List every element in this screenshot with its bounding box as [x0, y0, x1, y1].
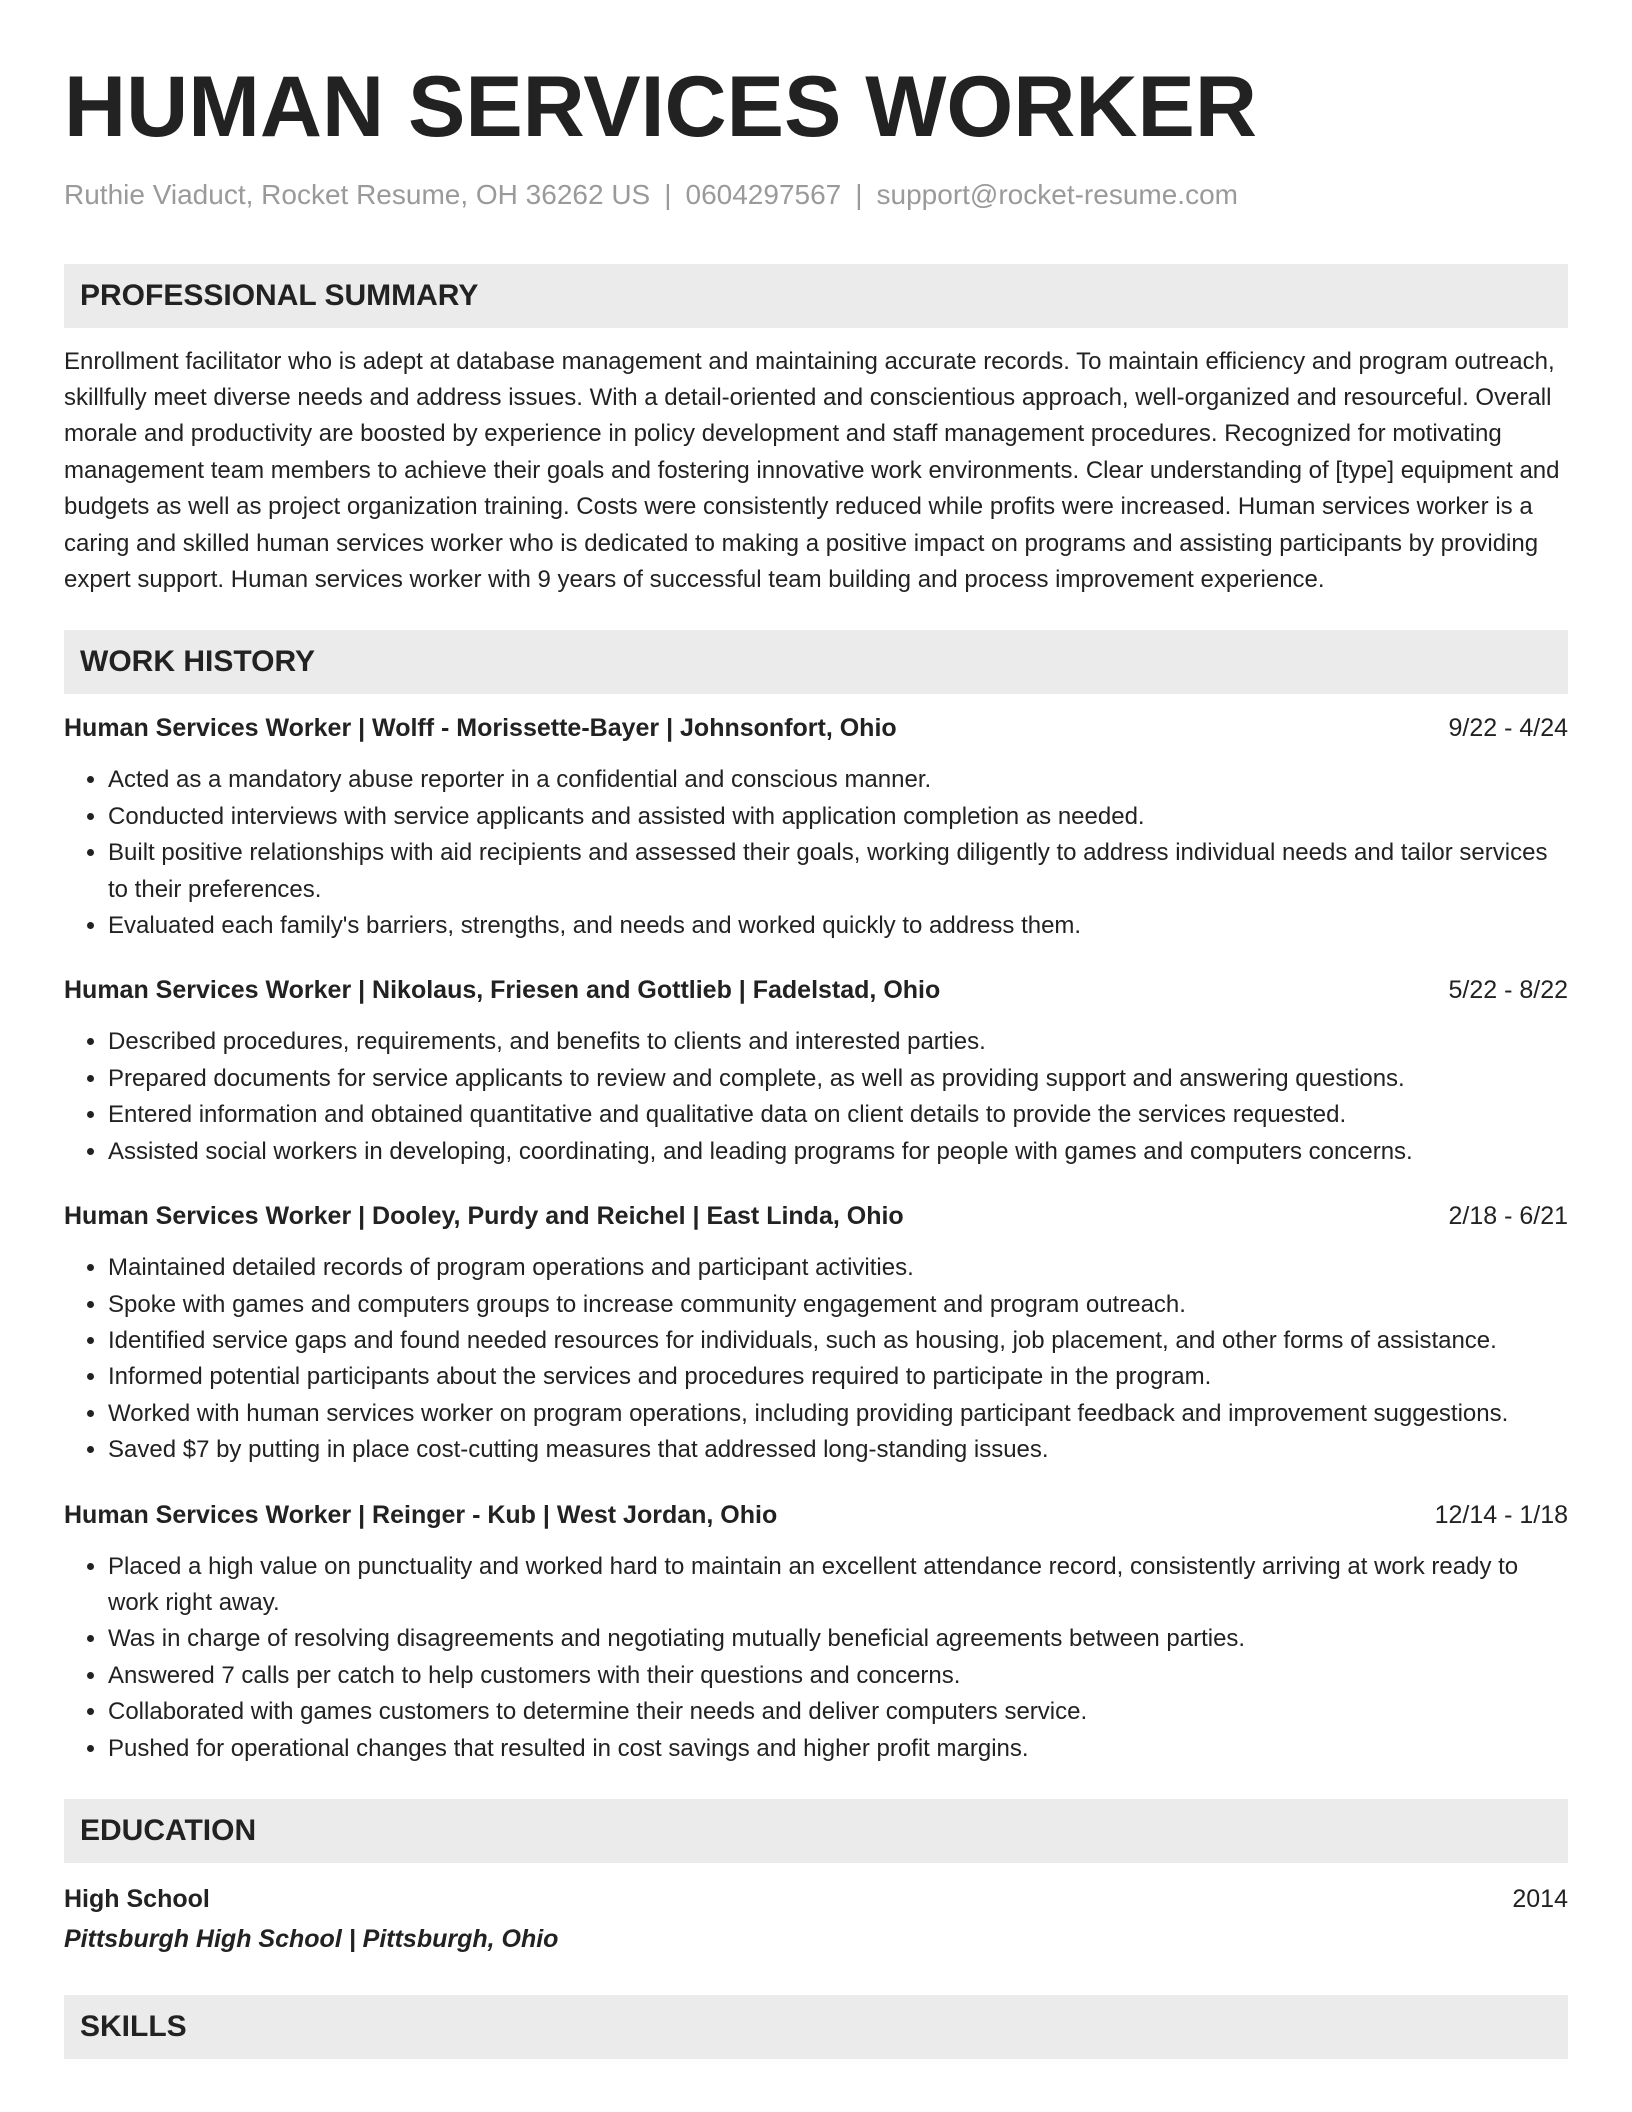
work-history-heading: WORK HISTORY [64, 630, 1568, 694]
job-header [64, 972, 1568, 1008]
job-bullets [64, 1024, 1568, 1170]
job-dates: 9/22 - 4/24 [1448, 714, 1568, 743]
education-year: 2014 [1512, 1884, 1568, 1913]
job-title: Human Services Worker | Wolff - Morissette-Bayer | Johnsonfort, Ohio [64, 714, 897, 743]
job-bullet: • Conducted interviews with service applicants and assisted with application completion as needed. [108, 799, 1568, 835]
education-entry [64, 1879, 1568, 1959]
job-bullet: • Worked with human services worker on program operations, including providing participant feedback and improvement suggestions. [108, 1396, 1568, 1432]
job-bullet: • Prepared documents for service applicants to review and complete, as well as providing support and answering questions. [108, 1061, 1568, 1097]
job-header [64, 710, 1568, 746]
contact-line [64, 178, 1568, 212]
job-header [64, 1198, 1568, 1234]
job-title: Human Services Worker | Dooley, Purdy and Reichel | East Linda, Ohio [64, 1202, 904, 1231]
job-bullet: • Was in charge of resolving disagreements and negotiating mutually beneficial agreements between parties. [108, 1621, 1568, 1657]
job-bullet: • Informed potential participants about the services and procedures required to participate in the program. [108, 1359, 1568, 1395]
job-bullet: • Collaborated with games customers to determine their needs and deliver computers service. [108, 1694, 1568, 1730]
job-entry [64, 1497, 1568, 1767]
job-bullet: • Identified service gaps and found needed resources for individuals, such as housing, job placement, and other forms of assistance. [108, 1323, 1568, 1359]
contact-separator: | [855, 179, 863, 210]
job-bullet: • Assisted social workers in developing, coordinating, and leading programs for people with games and computers concerns. [108, 1134, 1568, 1170]
contact-phone: 0604297567 [685, 179, 842, 210]
job-bullet: • Maintained detailed records of program operations and participant activities. [108, 1250, 1568, 1286]
contact-address: Ruthie Viaduct, Rocket Resume, OH 36262 US [64, 179, 651, 210]
job-header [64, 1497, 1568, 1533]
job-bullet: • Saved $7 by putting in place cost-cutting measures that addressed long-standing issues. [108, 1432, 1568, 1468]
job-dates: 12/14 - 1/18 [1434, 1500, 1568, 1529]
education-school: Pittsburgh High School | Pittsburgh, Ohio [64, 1924, 559, 1953]
job-dates: 5/22 - 8/22 [1448, 976, 1568, 1005]
contact-separator: | [664, 179, 672, 210]
summary-heading: PROFESSIONAL SUMMARY [64, 264, 1568, 328]
skills-heading: SKILLS [64, 1995, 1568, 2059]
contact-email: support@rocket-resume.com [876, 179, 1238, 210]
job-bullets [64, 1549, 1568, 1767]
job-bullets [64, 1250, 1568, 1468]
job-bullet: • Answered 7 calls per catch to help customers with their questions and concerns. [108, 1658, 1568, 1694]
job-bullet: • Entered information and obtained quantitative and qualitative data on client details to provide the services requested. [108, 1097, 1568, 1133]
job-entry [64, 710, 1568, 944]
job-bullet: • Pushed for operational changes that resulted in cost savings and higher profit margins. [108, 1731, 1568, 1767]
job-bullet: • Acted as a mandatory abuse reporter in a confidential and conscious manner. [108, 762, 1568, 798]
job-entry [64, 1198, 1568, 1468]
summary-text: Enrollment facilitator who is adept at database management and maintaining accurate records. To maintain efficiency and program outreach, skillfully meet diverse needs and address issues. With a detail-oriented and conscientious approach, well-organized and resourceful. Overall morale and productivity are boosted by experience in policy development and staff management procedures. Recognized for motivating management team members to achieve their goals and fostering innovative work environments. Clear understanding of [type] equipment and budgets as well as project organization training. Costs were consistently reduced while profits were increased. Human services worker is a caring and skilled human services worker who is dedicated to making a positive impact on programs and assisting participants by providing expert support. Human services worker with 9 years of successful team building and process improvement experience. [64, 347, 1560, 594]
job-bullet: • Built positive relationships with aid recipients and assessed their goals, working diligently to address individual needs and tailor services to their preferences. [108, 835, 1568, 908]
job-bullet: • Described procedures, requirements, and benefits to clients and interested parties. [108, 1024, 1568, 1060]
education-heading: EDUCATION [64, 1799, 1568, 1863]
job-bullet: • Placed a high value on punctuality and worked hard to maintain an excellent attendance record, consistently arriving at work ready to work right away. [108, 1549, 1568, 1622]
education-degree: High School [64, 1884, 210, 1913]
job-bullet: • Spoke with games and computers groups to increase community engagement and program outreach. [108, 1287, 1568, 1323]
job-dates: 2/18 - 6/21 [1448, 1202, 1568, 1231]
education-header [64, 1879, 1568, 1919]
job-bullets [64, 762, 1568, 944]
job-title: Human Services Worker | Reinger - Kub | West Jordan, Ohio [64, 1500, 778, 1529]
job-bullet: • Evaluated each family's barriers, strengths, and needs and worked quickly to address them. [108, 908, 1568, 944]
resume-name: HUMAN SERVICES WORKER [64, 59, 1257, 155]
job-title: Human Services Worker | Nikolaus, Friesen and Gottlieb | Fadelstad, Ohio [64, 976, 941, 1005]
job-entry [64, 972, 1568, 1170]
